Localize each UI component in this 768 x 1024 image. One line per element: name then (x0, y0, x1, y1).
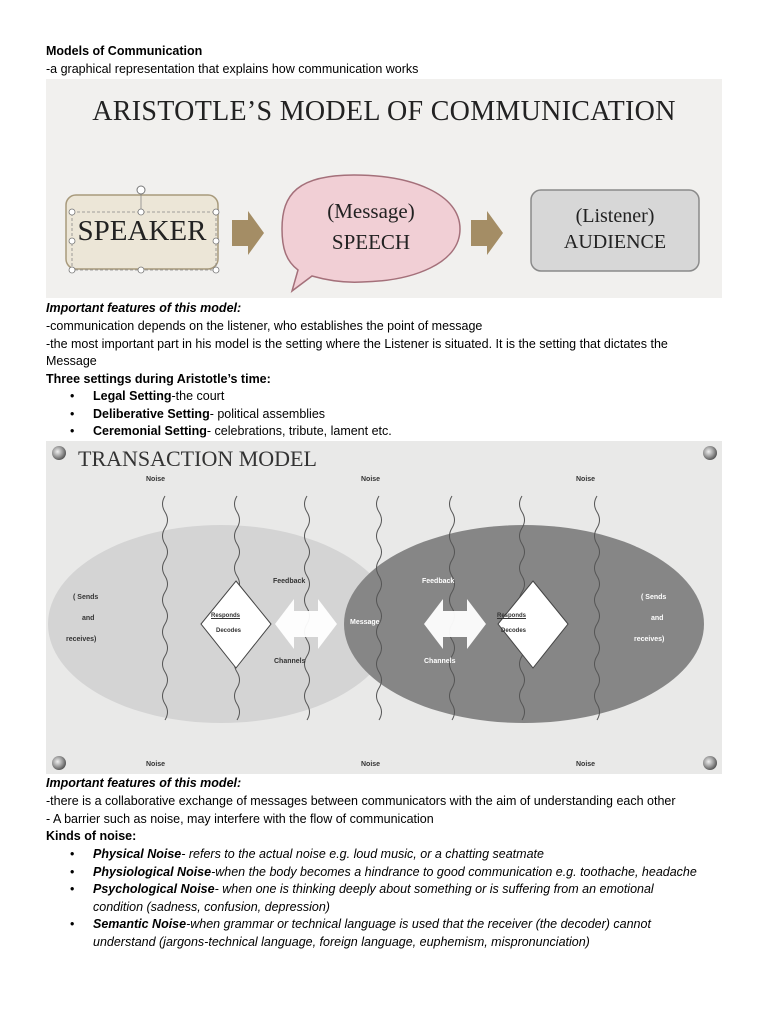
rotate-handle-icon (137, 186, 145, 194)
setting-desc: - celebrations, tribute, lament etc. (206, 424, 392, 438)
noise-label: Noise (361, 476, 381, 483)
noise-label: Noise (576, 476, 596, 483)
responds-label: Responds (211, 613, 241, 619)
bullet-icon: • (70, 389, 75, 403)
setting-name: Ceremonial Setting (93, 424, 207, 438)
feedback-label: Feedback (422, 578, 455, 585)
noise-kind-name: Psychological Noise (93, 882, 215, 896)
noise-label: Noise (576, 761, 596, 768)
arrow-right-icon (471, 211, 503, 255)
bullet-icon: • (70, 917, 75, 931)
transaction-features-heading: Important features of this model: (46, 776, 242, 790)
bullet-icon: • (70, 882, 75, 896)
aristotle-model-figure (46, 79, 722, 298)
grommet-icon (703, 756, 717, 770)
aristotle-title: ARISTOTLE’S MODEL OF COMMUNICATION (92, 96, 676, 127)
bullet-icon: • (70, 865, 75, 879)
sends-label: receives) (634, 636, 665, 643)
aristotle-diagram (46, 79, 722, 298)
noise-label: Noise (361, 761, 381, 768)
aristotle-point: -communication depends on the listener, who establishes the point of message (46, 319, 483, 333)
list-item (93, 881, 654, 898)
feedback-label: Feedback (273, 578, 306, 585)
speech-label: SPEECH (331, 230, 411, 254)
channels-label: Channels (424, 658, 456, 665)
sends-label: receives) (66, 636, 97, 643)
noise-kind-desc: -when the body becomes a hindrance to good communication e.g. toothache, headache (211, 865, 697, 879)
noise-kind-desc: - refers to the actual noise e.g. loud music, or a chatting seatmate (181, 847, 544, 861)
setting-name: Legal Setting (93, 389, 172, 403)
aristotle-point: Message (46, 354, 97, 368)
list-item (93, 916, 651, 933)
channels-label: Channels (274, 658, 306, 665)
bullet-icon: • (70, 424, 75, 438)
sends-label: ( Sends (73, 594, 99, 601)
noise-label: Noise (146, 476, 166, 483)
message-label: (Message) (327, 199, 415, 223)
decodes-label: Decodes (501, 628, 527, 634)
list-item (93, 846, 544, 863)
sends-label: and (82, 615, 95, 622)
transaction-title: TRANSACTION MODEL (78, 446, 317, 471)
list-item-continuation: understand (jargons-technical language, foreign language, euphemism, mispronunciation) (93, 935, 590, 949)
noise-kind-name: Physical Noise (93, 847, 182, 861)
transaction-model-figure (46, 441, 722, 774)
setting-name: Deliberative Setting (93, 407, 210, 421)
bullet-icon: • (70, 847, 75, 861)
list-item-continuation: condition (sadness, confusion, depression) (93, 900, 330, 914)
responds-label: Responds (497, 613, 527, 619)
grommet-icon (52, 446, 66, 460)
decodes-label: Decodes (216, 628, 242, 634)
noise-kind-desc: - when one is thinking deeply about something or is suffering from an emotional (214, 882, 654, 896)
aristotle-features-heading: Important features of this model: (46, 301, 242, 315)
noise-kinds-heading: Kinds of noise: (46, 829, 137, 843)
page-subtitle: -a graphical representation that explains how communication works (46, 62, 419, 76)
transaction-point: - A barrier such as noise, may interfere with the flow of communication (46, 812, 434, 826)
setting-desc: -the court (171, 389, 225, 403)
bullet-icon: • (70, 407, 75, 421)
page-title: Models of Communication (46, 44, 203, 58)
aristotle-point: -the most important part in his model is the setting where the Listener is situated. It is the setting that dictates the (46, 337, 668, 351)
sends-label: and (651, 615, 664, 622)
speaker-label: SPEAKER (77, 215, 207, 247)
message-label: Message (350, 619, 380, 626)
list-item (93, 406, 325, 423)
grommet-icon (52, 756, 66, 770)
sends-label: ( Sends (641, 594, 667, 601)
list-item (93, 388, 224, 405)
transaction-point: -there is a collaborative exchange of messages between communicators with the aim of understanding each other (46, 794, 676, 808)
settings-heading: Three settings during Aristotle’s time: (46, 372, 271, 386)
noise-kind-desc: -when grammar or technical language is used that the receiver (the decoder) cannot (186, 917, 651, 931)
listener-label: (Listener) (575, 205, 655, 227)
grommet-icon (703, 446, 717, 460)
audience-label: AUDIENCE (563, 231, 667, 253)
transaction-diagram (46, 441, 722, 774)
setting-desc: - political assemblies (209, 407, 326, 421)
list-item (93, 423, 392, 440)
noise-label: Noise (146, 761, 166, 768)
noise-kind-name: Physiological Noise (93, 865, 212, 879)
arrow-right-icon (232, 211, 264, 255)
list-item (93, 864, 697, 881)
noise-kind-name: Semantic Noise (93, 917, 187, 931)
